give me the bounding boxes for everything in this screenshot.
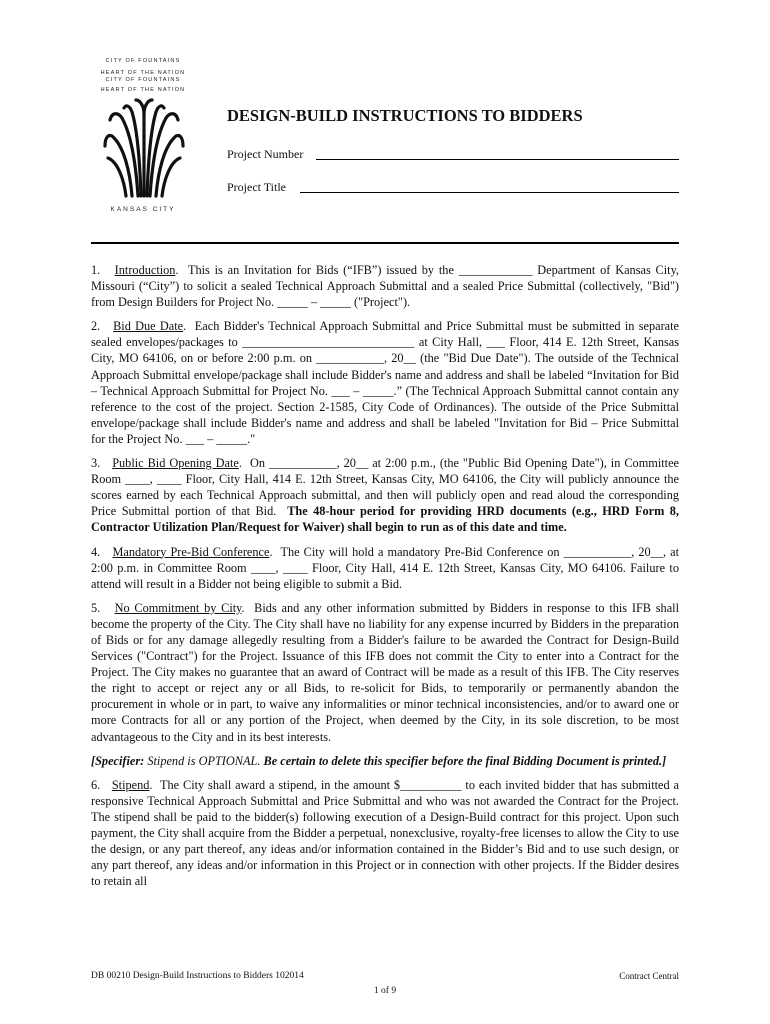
section-heading: Mandatory Pre-Bid Conference bbox=[112, 544, 270, 559]
fountain-emblem-icon bbox=[102, 96, 186, 200]
logo-city-name: KANSAS CITY bbox=[110, 206, 176, 213]
project-title-field[interactable] bbox=[300, 192, 679, 193]
section-introduction: 1. Introduction. This is an Invitation for Bids (“IFB”) issued by the ____________ Department of Kansas City, Missouri (“City”) to solicit a sealed Technical Approach Submittal and a sealed Price Submittal (collectively, "Bid") from Design Builders for Project No. _____ – _____ ("Project"). bbox=[91, 263, 679, 310]
section-stipend: 6. Stipend. The City shall award a stipend, in the amount $__________ to each invited bidder that has submitted a responsive Technical Approach Submittal and Price Submittal and who was not awarded the Contract for the Project. The stipend shall be paid to the bidder(s) following execution of a Design-Build contract for this project. Upon such payment, the City shall acquire from the Bidder a perpetual, nonexclusive, royalty-free licenses to allow the City to use the design, or any part thereof, any ideas and/or information contained in the Bidder’s Bid and to use such design, or any part thereof, any ideas and/or information in this Project or in connection with other projects. If the Bidder desires to retain all bbox=[91, 777, 679, 889]
section-heading: Public Bid Opening Date bbox=[112, 456, 239, 471]
section-bold-text: The 48-hour period for providing HRD documents (e.g., HRD Form 8, Contractor Utilization Plan/Request for Waiver) shall begin to run as of this date and time. bbox=[91, 504, 679, 535]
section-text: Each Bidder's Technical Approach Submittal and Price Submittal must be submitted in separate sealed envelopes/packages to ____________________________ at City Hall, ___ Floor, 414 E. 12th Street, Kansas City, MO 64106, on or before 2:00 p.m. on ___________, 20__ (the "Bid Due Date"). The outside of the Technical Approach Submittal envelope/package shall include Bidder's name and address and shall be labeled “Invitation for Bid – Technical Approach Submittal for Project No. ___ – _____.” (The Technical Approach Submittal cannot contain any reference to the cost of the project. Section 2-1585, City Code of Ordinances). The outside of the Price Submittal envelope/package shall include Bidder's name and address and shall be labeled "Invitation for Bid – Price Submittal for the Project No. ___ – _____." bbox=[91, 319, 679, 446]
section-text: On ___________, 20__ at 2:00 p.m., (the "Public Bid Opening Date"), in Committee Room ____, ____ Floor, City Hall, 414 E. 12th Street, Kansas City, MO 64106, the City will publicly announce the scores earned by each Technical Approach submittal, and then will publicly open and read aloud the corresponding Price Submittal portion of that Bid. bbox=[91, 456, 679, 519]
section-number: 6. bbox=[91, 777, 101, 792]
section-heading: Introduction bbox=[114, 263, 176, 277]
specifier-bold: Be certain to delete this specifier before the final Bidding Document is printed.] bbox=[263, 753, 667, 768]
section-heading: Bid Due Date bbox=[113, 319, 184, 334]
section-number: 1. bbox=[91, 263, 101, 277]
page-number: 1 of 9 bbox=[373, 986, 397, 996]
section-bid-due-date: 2. Bid Due Date. Each Bidder's Technical Approach Submittal and Price Submittal must be submitted in separate sealed envelopes/packages to ____________________________ at City Hall, ___ Floor, 414 E. 12th Street, Kansas City, MO 64106, on or before 2:00 p.m. on ___________, 20__ (the "Bid Due Date"). The outside of the Technical Approach Submittal envelope/package shall include Bidder's name and address and shall be labeled “Invitation for Bid – Technical Approach Submittal for Project No. ___ – _____.” (The Technical Approach Submittal cannot contain any reference to the cost of the project. Section 2-1585, City Code of Ordinances). The outside of the Price Submittal envelope/package shall include Bidder's name and address and shall be labeled "Invitation for Bid – Price Submittal for the Project No. ___ – _____." bbox=[91, 319, 679, 446]
section-number: 3. bbox=[91, 456, 101, 471]
section-text: The City will hold a mandatory Pre-Bid Conference on ___________, 20__, at 2:00 p.m. in Committee Room ____, ____ Floor, City Hall, 414 E. 12th Street, Kansas City, MO 64106. Failure to attend will result in a Bidder not being eligible to submit a Bid. bbox=[91, 544, 679, 591]
project-title-label: Project Title bbox=[227, 180, 287, 194]
specifier-note bbox=[91, 753, 679, 769]
section-text: The City shall award a stipend, in the amount $__________ to each invited bidder that has submitted a responsive Technical Approach Submittal and Price Submittal and who was not awarded the Contract for the Project. The stipend shall be paid to the bidder(s) following execution of a Design-Build contract for this project. Upon such payment, the City shall acquire from the Bidder a perpetual, nonexclusive, royalty-free licenses to allow the City to use the design, or any part thereof, any ideas and/or information contained in the Bidder’s Bid and to use such design, or any part thereof, any ideas and/or information in this Project or in connection with other projects. If the Bidder desires to retain all bbox=[91, 777, 679, 889]
document-body bbox=[91, 262, 679, 897]
specifier-middle: Stipend is OPTIONAL. bbox=[147, 753, 261, 768]
document-title: DESIGN-BUILD INSTRUCTIONS TO BIDDERS bbox=[227, 106, 583, 125]
section-number: 5. bbox=[91, 600, 101, 615]
section-number: 4. bbox=[91, 544, 101, 559]
section-public-bid-opening: 3. Public Bid Opening Date. On ___________, 20__ at 2:00 p.m., (the "Public Bid Opening Date"), in Committee Room ____, ____ Floor, City Hall, 414 E. 12th Street, Kansas City, MO 64106, the City will publicly announce the scores earned by each Technical Approach submittal, and then will publicly open and read aloud the corresponding Price Submittal portion of that Bid. The 48-hour period for providing HRD documents (e.g., HRD Form 8, Contractor Utilization Plan/Request for Waiver) shall begin to run as of this date and time. bbox=[91, 456, 679, 535]
footer-department: Contract Central bbox=[619, 971, 679, 981]
section-heading: No Commitment by City bbox=[114, 600, 242, 615]
section-number: 2. bbox=[91, 319, 101, 334]
section-no-commitment: 5. No Commitment by City. Bids and any other information submitted by Bidders in response to this IFB shall become the property of the City. The City shall have no liability for any expense incurred by Bidders in the preparation of Bids or for any damage allegedly resulting from a Bidder's failure to be awarded the Contract for Design-Build Services ("Contract") for the Project. Issuance of this IFB does not commit the City to enter into a Contract for the Project. The City makes no guarantee that an award of Contract will be made as a result of this IFB. The City reserves the right to accept or reject any or all Bids, to re-solicit for Bids, to temporarily or permanently abandon the procurement in whole or in part, to waive any informalities or minor technical inconsistencies, and/or to award one or more Contracts for all or any portion of the Project, when deemed by the City, in its sole discretion, to be most advantageous to the City and in its best interests. bbox=[91, 600, 679, 744]
logo-line-4: HEART OF THE NATION bbox=[100, 87, 186, 93]
section-text: This is an Invitation for Bids (“IFB”) issued by the ____________ Department of Kansas City, Missouri (“City”) to solicit a sealed Technical Approach Submittal and a sealed Price Submittal (collectively, "Bid") from Design Builders for Project No. _____ – _____ ("Project"). bbox=[91, 263, 679, 310]
project-number-label: Project Number bbox=[227, 147, 304, 161]
logo-line-2: HEART OF THE NATION bbox=[100, 70, 186, 76]
header-divider bbox=[91, 242, 679, 244]
project-number-field[interactable] bbox=[316, 159, 679, 160]
section-pre-bid-conference: 4. Mandatory Pre-Bid Conference. The City will hold a mandatory Pre-Bid Conference on ___________, 20__, at 2:00 p.m. in Committee Room ____, ____ Floor, City Hall, 414 E. 12th Street, Kansas City, MO 64106. Failure to attend will result in a Bidder not being eligible to submit a Bid. bbox=[91, 544, 679, 591]
section-heading: Stipend bbox=[111, 777, 150, 792]
kansas-city-logo bbox=[88, 58, 198, 218]
footer-document-id: DB 00210 Design-Build Instructions to Bidders 102014 bbox=[91, 971, 304, 981]
specifier-open: [Specifier: bbox=[91, 753, 145, 768]
logo-line-3: CITY OF FOUNTAINS bbox=[105, 77, 181, 83]
logo-line-1: CITY OF FOUNTAINS bbox=[105, 58, 181, 64]
section-text: Bids and any other information submitted by Bidders in response to this IFB shall become the property of the City. The City shall have no liability for any expense incurred by Bidders in the preparation of Bids or for any damage allegedly resulting from a Bidder's failure to be awarded the Contract for Design-Build Services ("Contract") for the Project. Issuance of this IFB does not commit the City to enter into a Contract for the Project. The City makes no guarantee that an award of Contract will be made as a result of this IFB. The City reserves the right to accept or reject any or all Bids, to re-solicit for Bids, to temporarily or permanently abandon the procurement in whole or in part, to waive any informalities or minor technical inconsistencies, and/or to award one or more Contracts for all or any portion of the Project, when deemed by the City, in its sole discretion, to be most advantageous to the City and in its best interests. bbox=[91, 600, 679, 744]
